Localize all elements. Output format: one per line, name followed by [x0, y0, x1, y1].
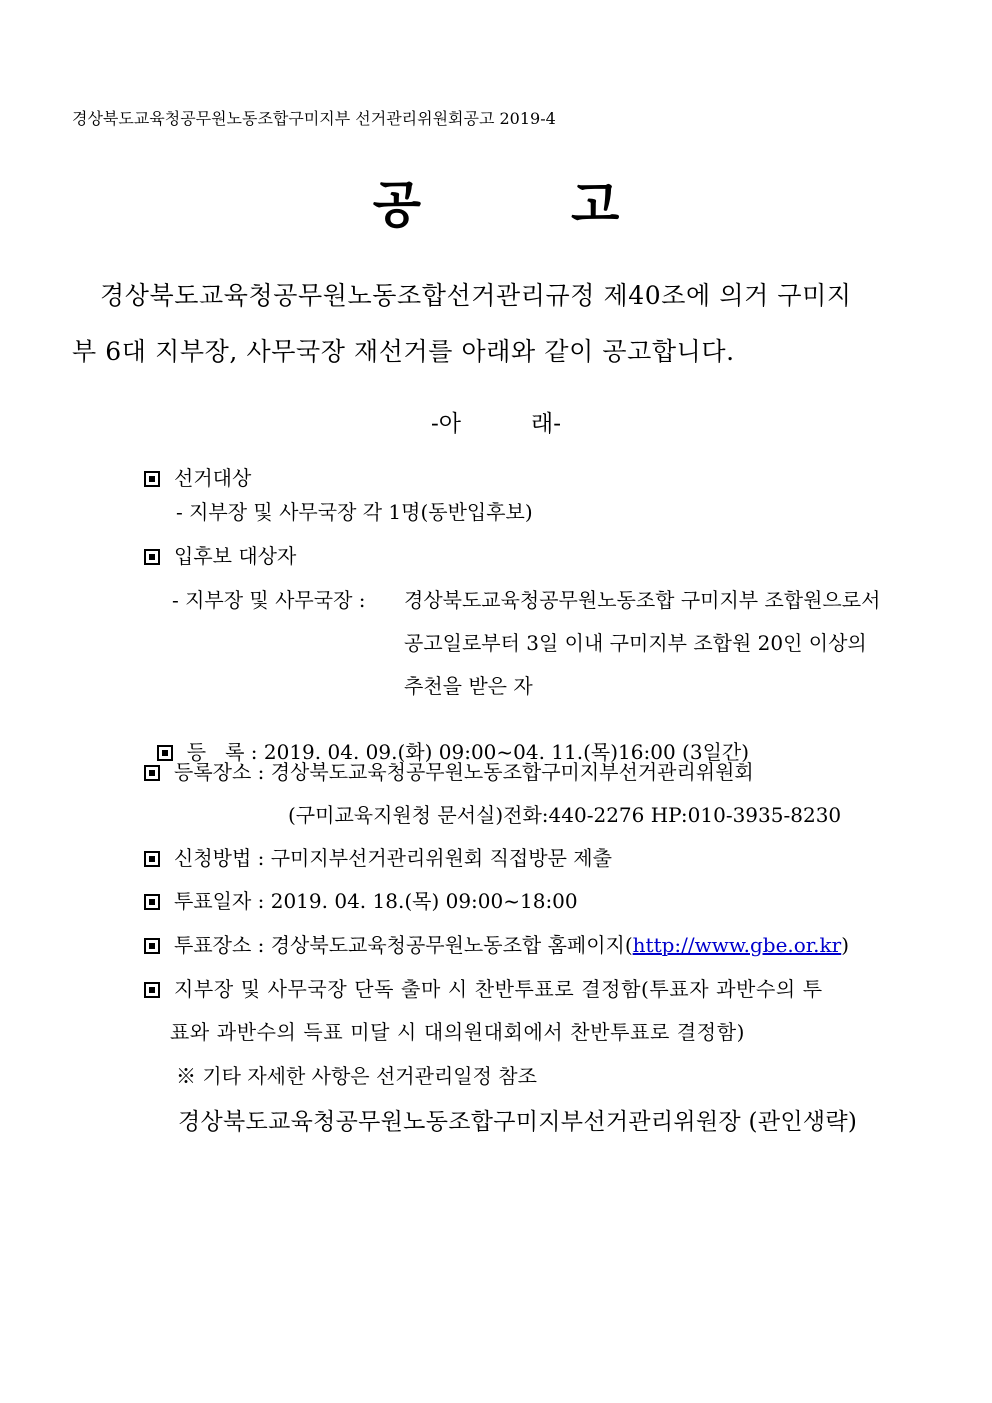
- item-vote-place: [144, 929, 849, 958]
- vote-place-prefix: 투표장소 : 경상북도교육청공무원노동조합 홈페이지(: [174, 933, 633, 957]
- candidates-line-3: 추천을 받은 자: [404, 674, 533, 698]
- registration-text: 등 록 : 2019. 04. 09.(화) 09:00~04. 11.(목)16:00 (3일간): [186, 740, 750, 764]
- title-right: 고: [571, 175, 620, 234]
- item-candidates: [144, 540, 296, 569]
- bullet-square-icon: [144, 894, 160, 910]
- vote-date-text: 투표일자 : 2019. 04. 18.(목) 09:00~18:00: [174, 889, 578, 913]
- item-apply-method: [144, 842, 612, 871]
- note: ※ 기타 자세한 사항은 선거관리일정 참조: [176, 1064, 537, 1088]
- bullet-square-icon: [144, 471, 160, 487]
- signature: 경상북도교육청공무원노동조합구미지부선거관리위원장 (관인생략): [178, 1109, 858, 1135]
- item-vote-date: [144, 885, 578, 914]
- section-heading-right: 래-: [531, 411, 561, 437]
- section-heading: [0, 405, 992, 438]
- homepage-link[interactable]: http://www.gbe.or.kr: [632, 933, 842, 957]
- candidates-line-2: 공고일로부터 3일 이내 구미지부 조합원 20인 이상의: [404, 631, 867, 655]
- reg-place-line-1: 등록장소 : 경상북도교육청공무원노동조합구미지부선거관리위원회: [174, 760, 754, 784]
- vote-place-suffix: ): [841, 933, 850, 957]
- notice-number: 경상북도교육청공무원노동조합구미지부 선거관리위원회공고 2019-4: [72, 109, 556, 128]
- candidates-prefix: - 지부장 및 사무국장 :: [172, 588, 366, 612]
- item-reg-place: [144, 756, 754, 785]
- page-title: [0, 165, 992, 237]
- bullet-square-icon: [144, 851, 160, 867]
- title-left: 공: [372, 175, 421, 234]
- item-target: [144, 462, 251, 491]
- target-label: 선거대상: [174, 466, 252, 490]
- section-heading-left: -아: [431, 411, 461, 437]
- intro-line-1: 경상북도교육청공무원노동조합선거관리규정 제40조에 의거 구미지: [100, 281, 852, 310]
- candidates-line-1: 경상북도교육청공무원노동조합 구미지부 조합원으로서: [404, 588, 881, 612]
- reg-place-line-2: (구미교육지원청 문서실)전화:440-2276 HP:010-3935-8230: [288, 803, 842, 827]
- apply-method-text: 신청방법 : 구미지부선거관리위원회 직접방문 제출: [174, 846, 612, 870]
- bullet-square-icon: [144, 938, 160, 954]
- intro-line-2: 부 6대 지부장, 사무국장 재선거를 아래와 같이 공고합니다.: [72, 337, 735, 366]
- item-solo-candidate: [144, 973, 823, 1002]
- solo-line-1: 지부장 및 사무국장 단독 출마 시 찬반투표로 결정함(투표자 과반수의 투: [174, 977, 823, 1001]
- bullet-square-icon: [144, 549, 160, 565]
- target-detail: - 지부장 및 사무국장 각 1명(동반입후보): [176, 500, 533, 524]
- bullet-square-icon: [144, 765, 160, 781]
- candidates-label: 입후보 대상자: [174, 544, 297, 568]
- solo-line-2: 표와 과반수의 득표 미달 시 대의원대회에서 찬반투표로 결정함): [170, 1020, 746, 1044]
- bullet-square-icon: [144, 982, 160, 998]
